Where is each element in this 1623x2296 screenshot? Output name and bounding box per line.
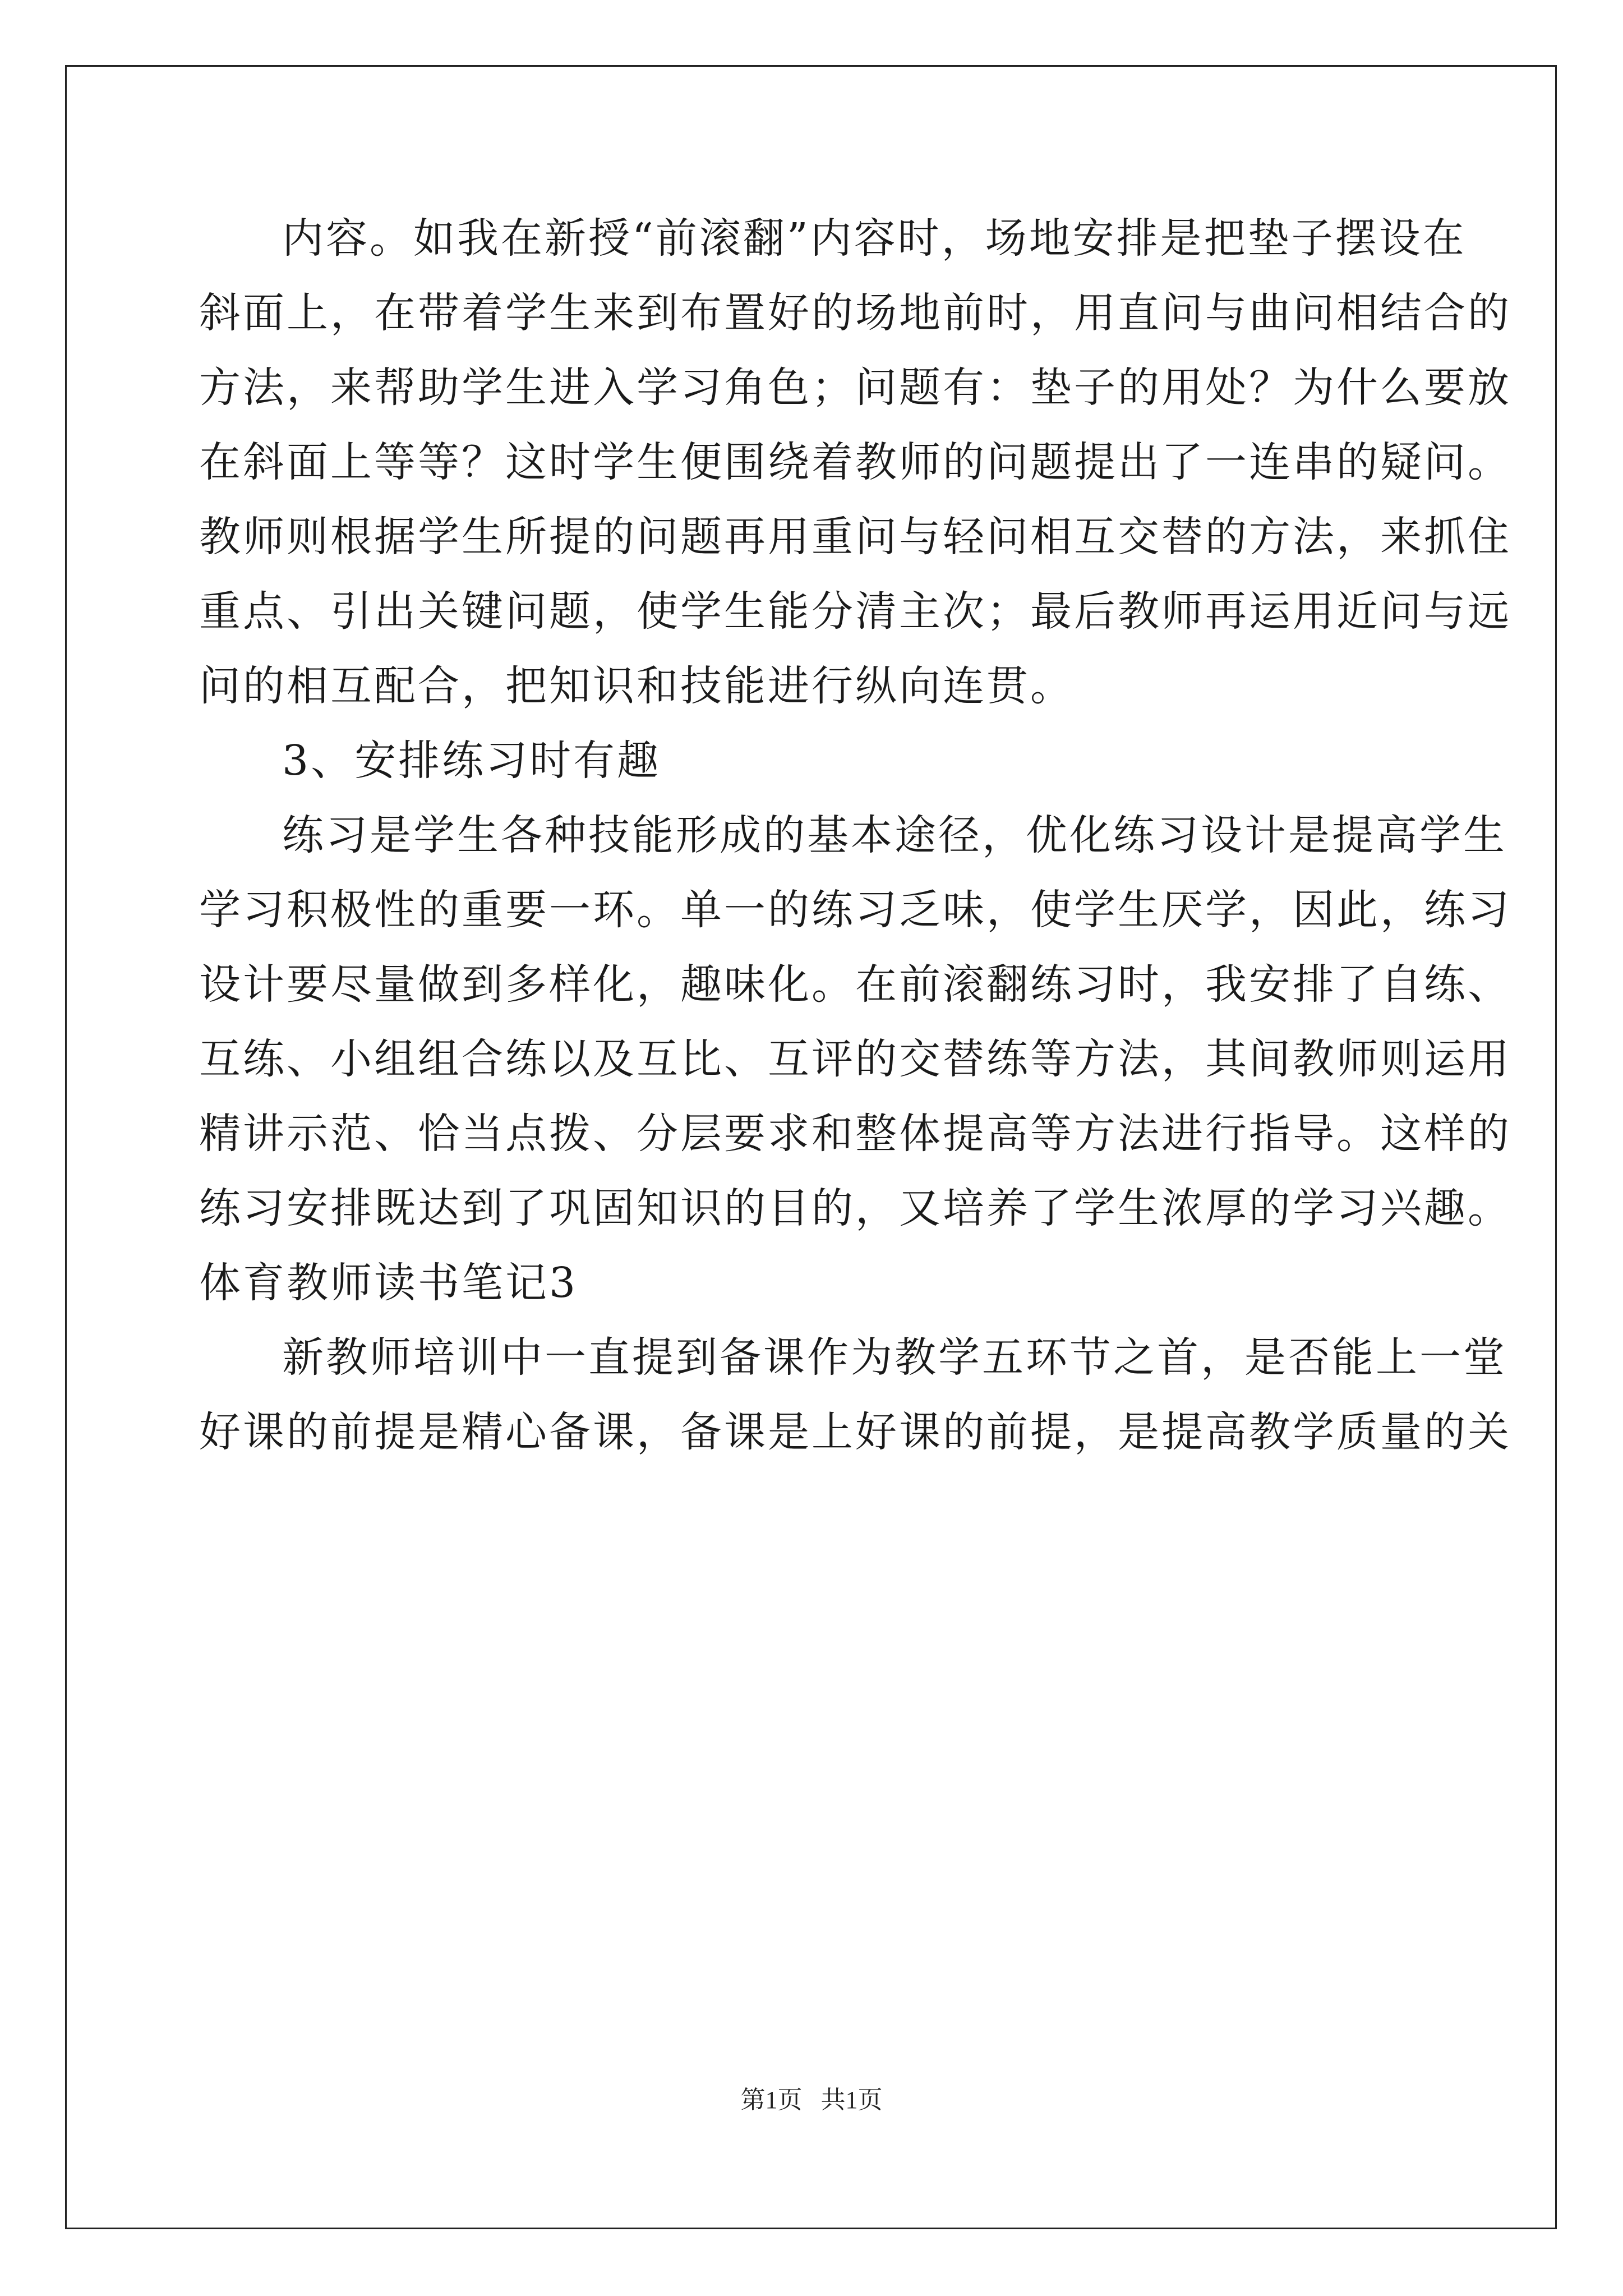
paragraph-line: 好课的前提是精心备课，备课是上好课的前提，是提高教学质量的关 (199, 1408, 1511, 1456)
paragraph-line: 斜面上，在带着学生来到布置好的场地前时，用直问与曲问相结合的 (199, 289, 1511, 337)
paragraph-line: 练习安排既达到了巩固知识的目的，又培养了学生浓厚的学习兴趣。 (199, 1184, 1511, 1232)
article-title: 体育教师读书笔记3 (199, 1259, 578, 1307)
paragraph-line: 练习是学生各种技能形成的基本途径，优化练习设计是提高学生 (282, 811, 1507, 859)
paragraph-line: 重点、引出关键问题，使学生能分清主次；最后教师再运用近问与远 (199, 587, 1511, 636)
paragraph-line: 设计要尽量做到多样化，趣味化。在前滚翻练习时，我安排了自练、 (199, 960, 1511, 1009)
page-number-footer: 第1页 共1页 (740, 2086, 883, 2114)
paragraph-line: 方法，来帮助学生进入学习角色；问题有：垫子的用处？为什么要放 (199, 364, 1511, 412)
paragraph-line: 互练、小组组合练以及互比、互评的交替练等方法，其间教师则运用 (199, 1035, 1511, 1083)
paragraph-line: 新教师培训中一直提到备课作为教学五环节之首，是否能上一堂 (282, 1333, 1507, 1382)
paragraph-line: 内容。如我在新授“前滚翻”内容时，场地安排是把垫子摆设在 (282, 214, 1467, 263)
paragraph-line: 在斜面上等等？这时学生便围绕着教师的问题提出了一连串的疑问。 (199, 438, 1511, 486)
paragraph-line: 教师则根据学生所提的问题再用重问与轻问相互交替的方法，来抓住 (199, 513, 1511, 561)
paragraph-line: 学习积极性的重要一环。单一的练习乏味，使学生厌学，因此，练习 (199, 886, 1511, 934)
paragraph-line: 问的相互配合，把知识和技能进行纵向连贯。 (199, 662, 1074, 710)
section-heading: 3、安排练习时有趣 (282, 737, 661, 785)
paragraph-line: 精讲示范、恰当点拨、分层要求和整体提高等方法进行指导。这样的 (199, 1110, 1511, 1158)
